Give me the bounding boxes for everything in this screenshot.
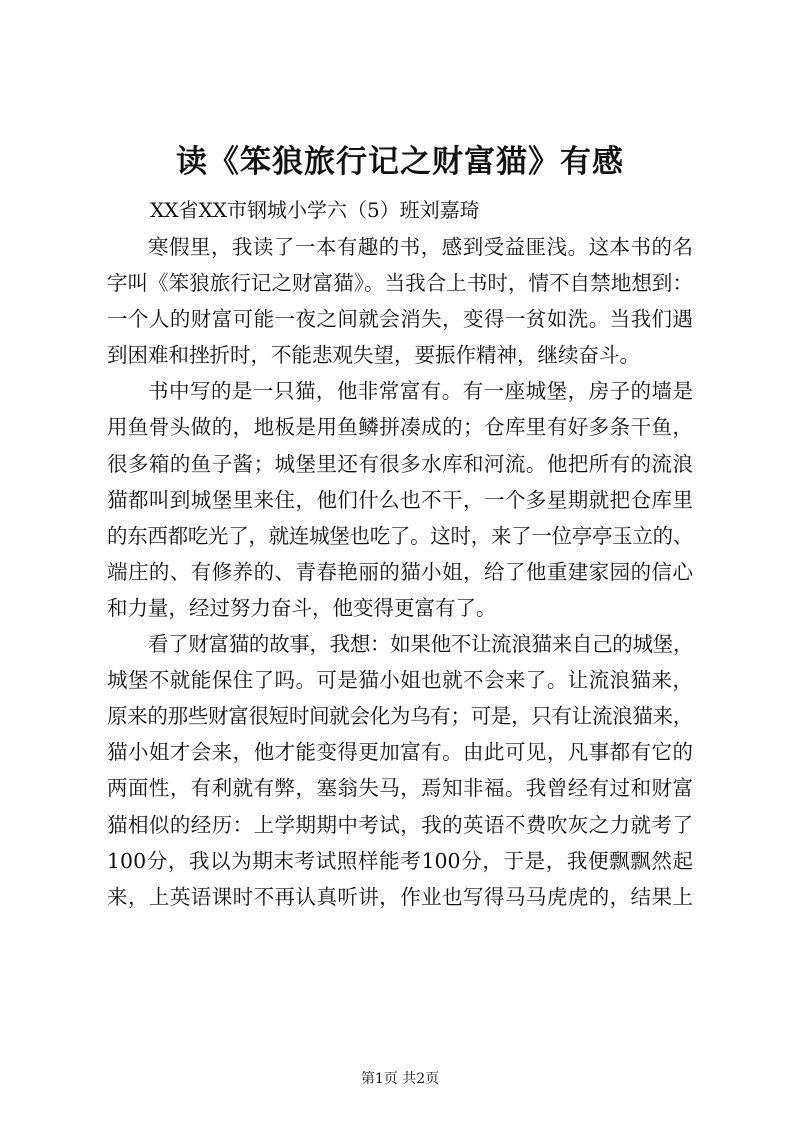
text-line: 书中写的是一只猫，他非常富有。有一座城堡，房子的墙是 bbox=[148, 379, 693, 404]
document-body bbox=[107, 229, 693, 915]
author-line: XX省XX市钢城小学六（5）班刘嘉琦 bbox=[150, 198, 480, 222]
text-line: 一个人的财富可能一夜之间就会消失，变得一贫如洗。当我们遇 bbox=[107, 307, 693, 332]
text-line: 看了财富猫的故事，我想：如果他不让流浪猫来自己的城堡， bbox=[148, 632, 693, 657]
text-line: 寒假里，我读了一本有趣的书，感到受益匪浅。这本书的名 bbox=[148, 235, 693, 259]
text-line: 字叫《笨狼旅行记之财富猫》。当我合上书时，情不自禁地想到： bbox=[107, 271, 693, 296]
text-line: 原来的那些财富很短时间就会化为乌有；可是，只有让流浪猫来， bbox=[107, 704, 693, 729]
text-line: 到困难和挫折时，不能悲观失望，要振作精神，继续奋斗。 bbox=[107, 343, 640, 368]
paragraph bbox=[107, 373, 693, 626]
text-line: 100分，我以为期末考试照样能考100分，于是，我便飘飘然起 bbox=[107, 848, 693, 873]
text-line: 和力量，经过努力奋斗，他变得更富有了。 bbox=[107, 595, 497, 620]
text-line: 很多箱的鱼子酱；城堡里还有很多水库和河流。他把所有的流浪 bbox=[107, 451, 693, 476]
paragraph bbox=[107, 626, 693, 915]
text-line: 用鱼骨头做的，地板是用鱼鳞拼凑成的；仓库里有好多条干鱼， bbox=[107, 415, 693, 440]
text-line: 端庄的、有修养的、青春艳丽的猫小姐，给了他重建家园的信心 bbox=[107, 559, 693, 584]
document-title: 读《笨狼旅行记之财富猫》有感 bbox=[176, 144, 624, 180]
text-line: 来，上英语课时不再认真听讲，作业也写得马马虎虎的，结果上 bbox=[107, 884, 693, 909]
page-footer: 第1页 共2页 bbox=[360, 1071, 440, 1087]
text-line: 城堡不就能保住了吗。可是猫小姐也就不会来了。让流浪猫来， bbox=[107, 668, 693, 693]
text-line: 猫小姐才会来，他才能变得更加富有。由此可见，凡事都有它的 bbox=[107, 740, 693, 765]
text-line: 猫都叫到城堡里来住，他们什么也不干，一个多星期就把仓库里 bbox=[107, 487, 693, 512]
text-line: 的东西都吃光了，就连城堡也吃了。这时，来了一位亭亭玉立的、 bbox=[107, 523, 693, 548]
text-line: 两面性，有利就有弊，塞翁失马，焉知非福。我曾经有过和财富 bbox=[107, 776, 693, 801]
paragraph bbox=[107, 229, 693, 373]
text-line: 猫相似的经历：上学期期中考试，我的英语不费吹灰之力就考了 bbox=[107, 812, 693, 837]
